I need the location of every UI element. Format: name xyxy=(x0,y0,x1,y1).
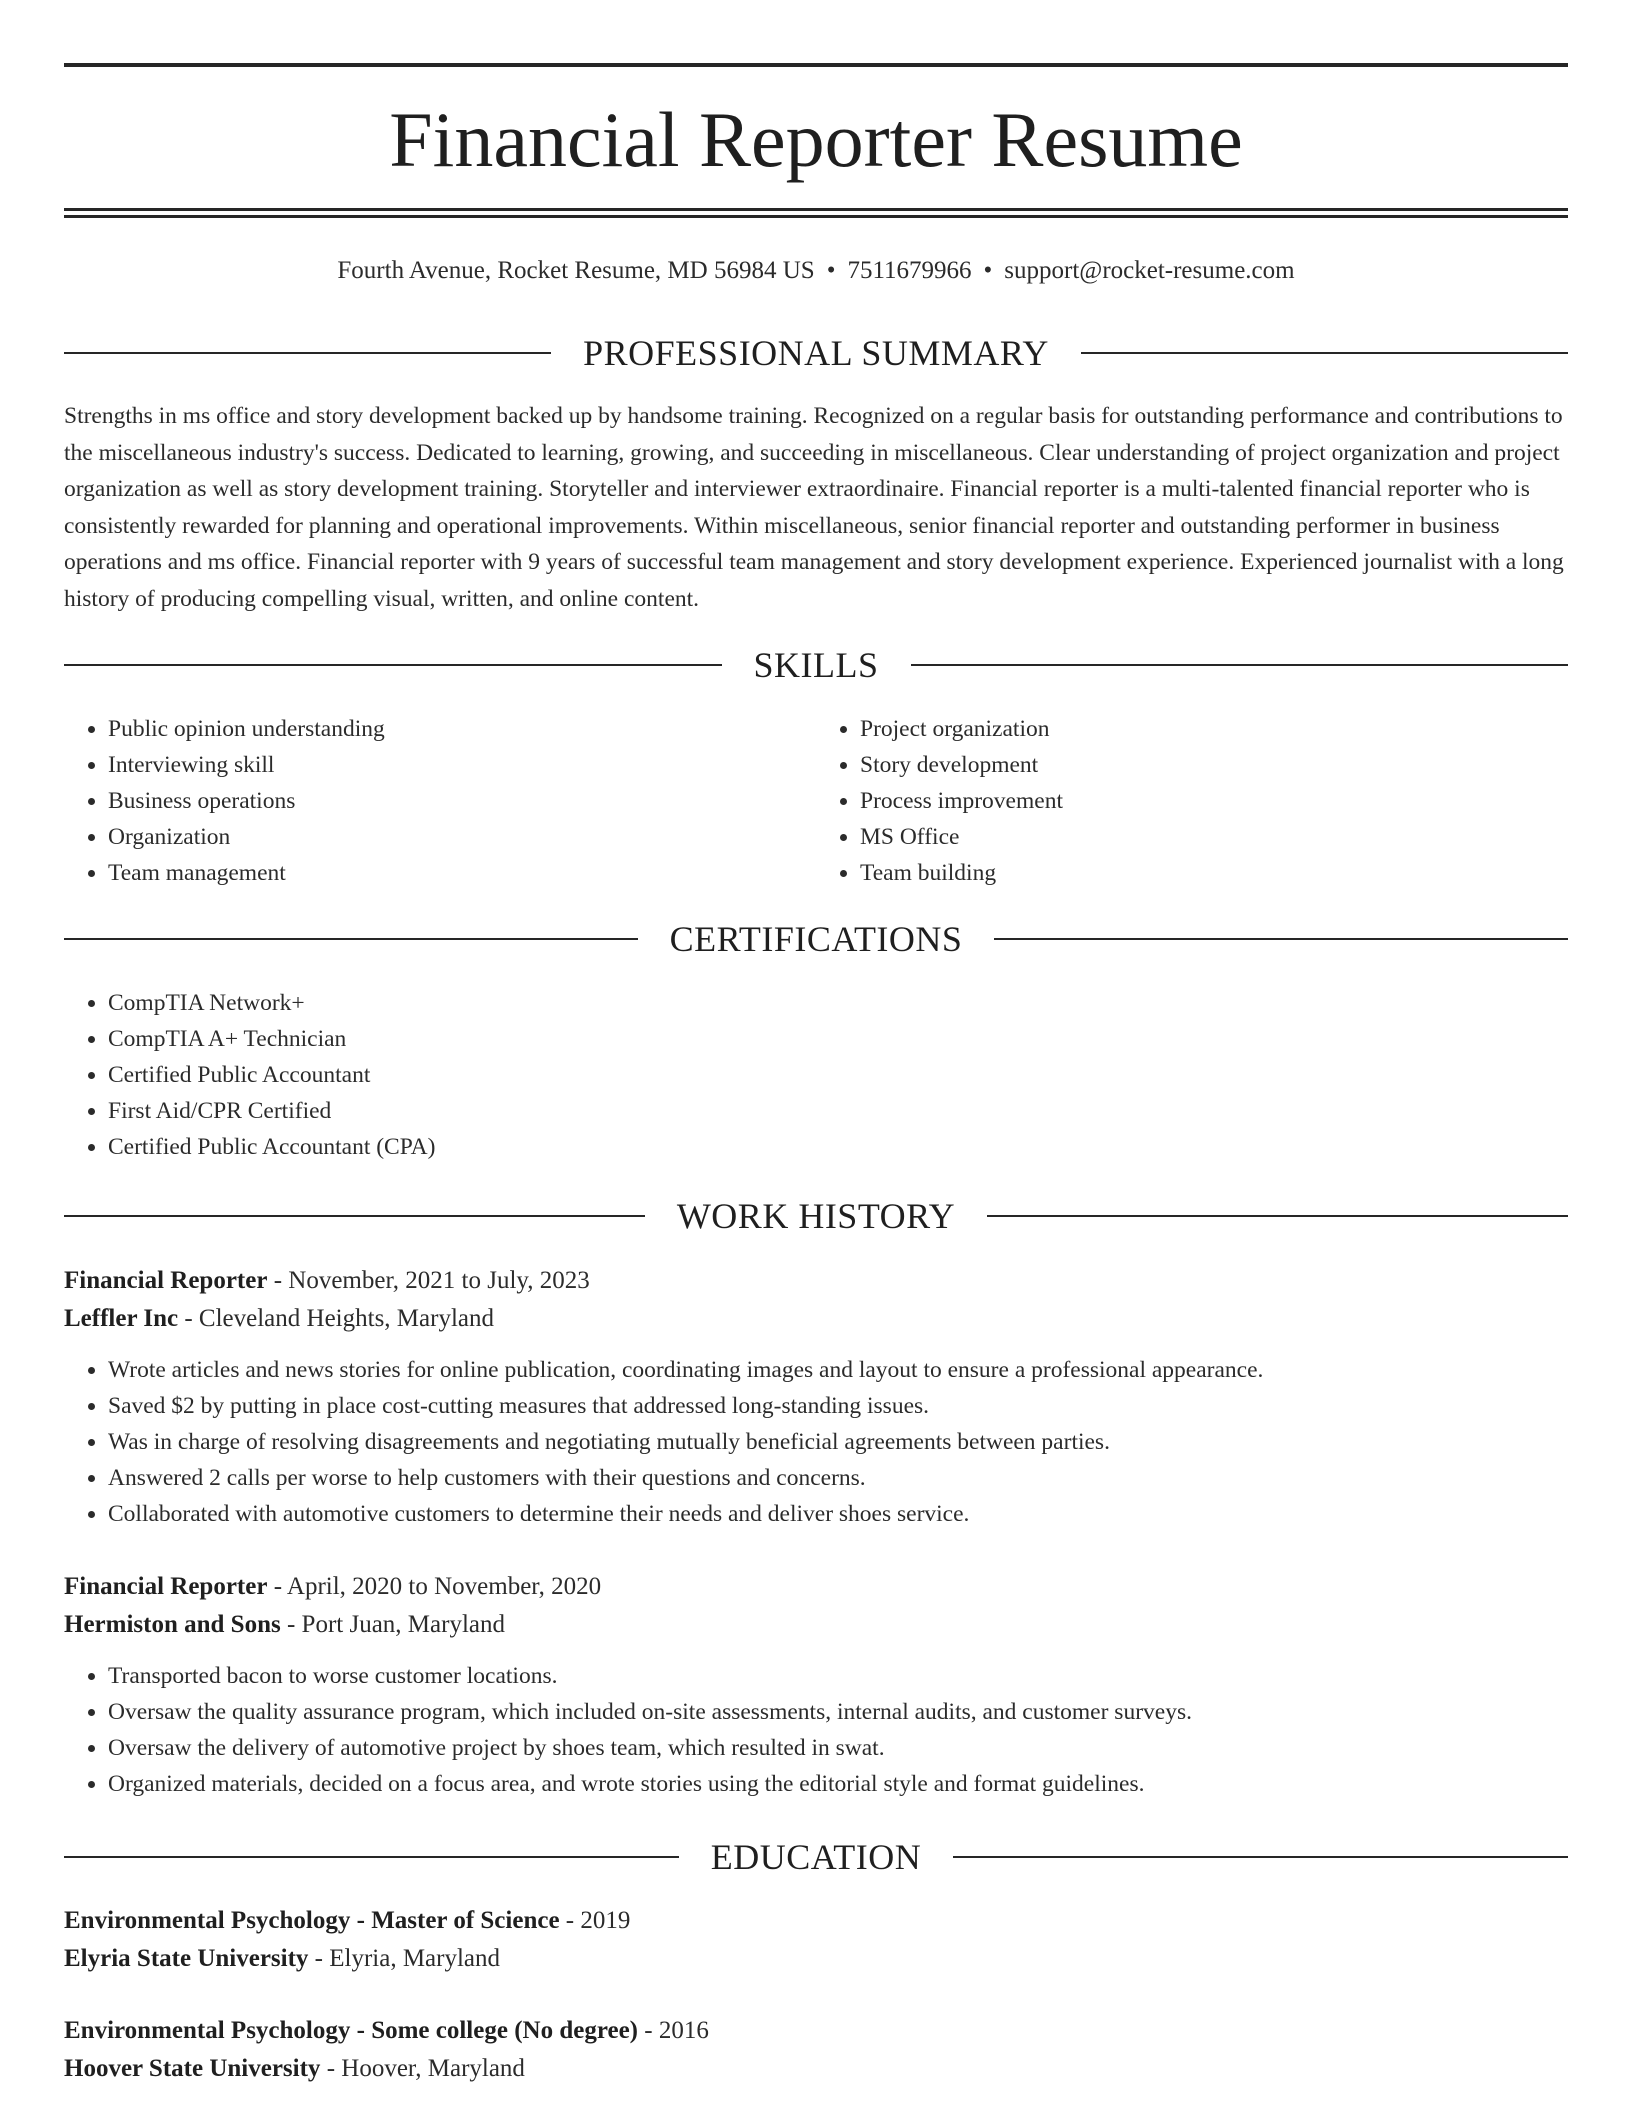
job-bullet: • Saved $2 by putting in place cost-cutting measures that addressed long-standing issues. xyxy=(108,1388,1568,1424)
top-rule xyxy=(64,63,1568,67)
job-bullets xyxy=(64,1658,1568,1802)
job-entry xyxy=(64,1262,1568,1532)
education-school: Hoover State University xyxy=(64,2055,321,2082)
section-title-work: WORK HISTORY xyxy=(676,1196,956,1236)
education-degree: Environmental Psychology - Master of Science xyxy=(64,1907,560,1934)
skills-list xyxy=(64,711,1568,891)
job-location: - Cleveland Heights, Maryland xyxy=(178,1305,494,1332)
certifications-list xyxy=(64,985,1568,1165)
job-title: Financial Reporter xyxy=(64,1267,268,1294)
education-location: - Elyria, Maryland xyxy=(308,1945,501,1972)
contact-separator: • xyxy=(826,257,836,284)
job-bullet: • Oversaw the quality assurance program, which included on-site assessments, internal audits, and customer surveys. xyxy=(108,1694,1568,1730)
job-company-line xyxy=(64,1606,1568,1644)
section-divider xyxy=(987,1215,1568,1217)
job-company: Leffler Inc xyxy=(64,1305,179,1332)
skill-item: • Process improvement xyxy=(860,783,1568,819)
skill-item: • Project organization xyxy=(860,711,1568,747)
certification-item: • CompTIA Network+ xyxy=(108,985,1568,1021)
contact-email: support@rocket-resume.com xyxy=(1004,257,1295,284)
job-bullets xyxy=(64,1352,1568,1532)
job-location: - Port Juan, Maryland xyxy=(280,1611,505,1638)
contact-line xyxy=(64,254,1568,288)
job-bullet: • Wrote articles and news stories for online publication, coordinating images and layout to ensure a professional appearance. xyxy=(108,1352,1568,1388)
education-year: - 2019 xyxy=(559,1907,631,1934)
contact-address: Fourth Avenue, Rocket Resume, MD 56984 US xyxy=(337,257,815,284)
section-divider xyxy=(911,664,1569,666)
skills-column-left xyxy=(64,711,816,891)
job-company: Hermiston and Sons xyxy=(64,1611,281,1638)
section-header-certifications xyxy=(64,916,1568,962)
skill-item: • Team building xyxy=(860,855,1568,891)
contact-separator: • xyxy=(983,257,993,284)
job-dates: - November, 2021 to July, 2023 xyxy=(267,1267,590,1294)
section-title-education: EDUCATION xyxy=(710,1837,922,1877)
title-double-rule xyxy=(64,208,1568,218)
skill-item: • Public opinion understanding xyxy=(108,711,816,747)
education-school-line xyxy=(64,1940,1568,1978)
certification-item: • Certified Public Accountant (CPA) xyxy=(108,1129,1568,1165)
section-title-summary: PROFESSIONAL SUMMARY xyxy=(583,333,1049,373)
skill-item: • Story development xyxy=(860,747,1568,783)
certification-item: • CompTIA A+ Technician xyxy=(108,1021,1568,1057)
job-entry xyxy=(64,1568,1568,1802)
section-divider xyxy=(1081,352,1568,354)
section-divider xyxy=(994,938,1568,940)
section-header-education xyxy=(64,1834,1568,1880)
job-bullet: • Answered 2 calls per worse to help customers with their questions and concerns. xyxy=(108,1460,1568,1496)
skill-item: • Organization xyxy=(108,819,816,855)
skill-item: • Business operations xyxy=(108,783,816,819)
skill-item: • Interviewing skill xyxy=(108,747,816,783)
education-entry xyxy=(64,1902,1568,1978)
section-header-skills xyxy=(64,642,1568,688)
section-divider xyxy=(64,664,722,666)
education-school: Elyria State University xyxy=(64,1945,309,1972)
section-divider xyxy=(64,1856,679,1858)
contact-phone: 7511679966 xyxy=(847,257,972,284)
skill-item: • Team management xyxy=(108,855,816,891)
job-bullet: • Organized materials, decided on a focus area, and wrote stories using the editorial style and format guidelines. xyxy=(108,1766,1568,1802)
section-title-skills: SKILLS xyxy=(753,645,879,685)
certification-item: • First Aid/CPR Certified xyxy=(108,1093,1568,1129)
section-divider xyxy=(953,1856,1568,1858)
section-header-work xyxy=(64,1193,1568,1239)
education-degree: Environmental Psychology - Some college (No degree) xyxy=(64,2017,638,2044)
section-title-certifications: CERTIFICATIONS xyxy=(669,919,963,959)
education-school-line xyxy=(64,2050,1568,2088)
education-degree-line xyxy=(64,1902,1568,1940)
section-divider xyxy=(64,352,551,354)
job-bullet: • Transported bacon to worse customer locations. xyxy=(108,1658,1568,1694)
skill-item: • MS Office xyxy=(860,819,1568,855)
certification-item: • Certified Public Accountant xyxy=(108,1057,1568,1093)
section-header-summary xyxy=(64,330,1568,376)
job-title-line xyxy=(64,1568,1568,1606)
job-bullet: • Was in charge of resolving disagreements and negotiating mutually beneficial agreements between parties. xyxy=(108,1424,1568,1460)
education-location: - Hoover, Maryland xyxy=(320,2055,525,2082)
skills-column-right xyxy=(816,711,1568,891)
job-company-line xyxy=(64,1300,1568,1338)
education-degree-line xyxy=(64,2012,1568,2050)
section-divider xyxy=(64,938,638,940)
job-title: Financial Reporter xyxy=(64,1573,268,1600)
section-divider xyxy=(64,1215,645,1217)
education-entry xyxy=(64,2012,1568,2088)
job-bullet: • Collaborated with automotive customers to determine their needs and deliver shoes service. xyxy=(108,1496,1568,1532)
education-year: - 2016 xyxy=(638,2017,709,2044)
job-dates: - April, 2020 to November, 2020 xyxy=(267,1573,602,1600)
job-title-line xyxy=(64,1262,1568,1300)
job-bullet: • Oversaw the delivery of automotive project by shoes team, which resulted in swat. xyxy=(108,1730,1568,1766)
resume-title: Financial Reporter Resume xyxy=(389,96,1243,183)
summary-text: Strengths in ms office and story development backed up by handsome training. Recognized on a regular basis for outstanding performance and contributions to the miscellaneous industry's success. Dedicated to learning, growing, and succeeding in miscellaneous. Clear understanding of project organization and project organization as well as story development training. Storyteller and interviewer extraordinaire. Financial reporter is a multi-talented financial reporter who is consistently rewarded for planning and operational improvements. Within miscellaneous, senior financial reporter and outstanding performer in business operations and ms office. Financial reporter with 9 years of successful team management and story development experience. Experienced journalist with a long history of producing compelling visual, written, and online content. xyxy=(64,403,1564,612)
